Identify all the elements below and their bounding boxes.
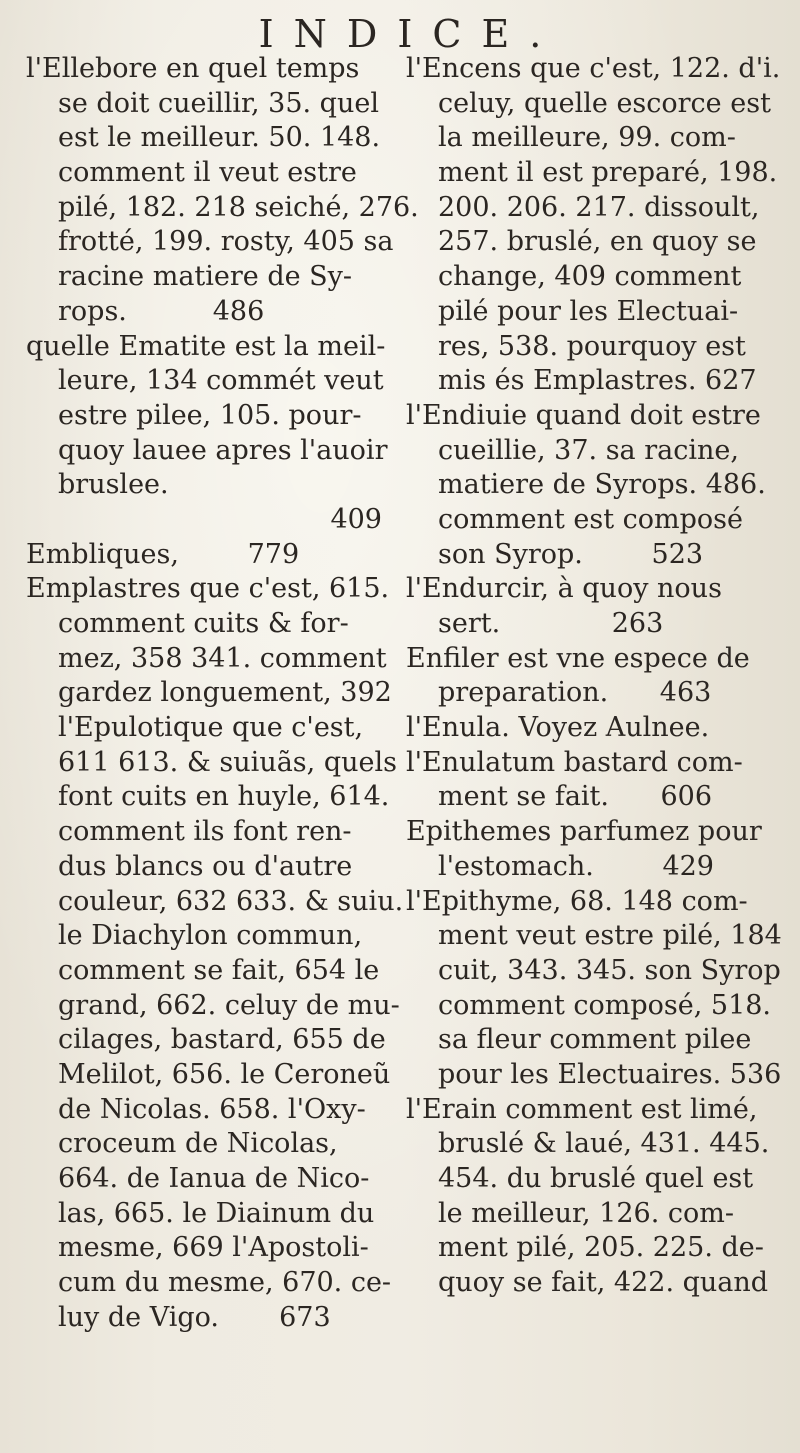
- index-line: luy de Vigo. 673: [58, 1301, 331, 1333]
- index-line: de Nicolas. 658. l'Oxy-: [58, 1093, 366, 1125]
- index-line: 200. 206. 217. dissoult,: [438, 191, 760, 223]
- index-line: las, 665. le Diainum du: [58, 1197, 375, 1229]
- index-line: mis és Emplastres. 627: [438, 365, 757, 397]
- index-line: sert. 263: [438, 608, 664, 639]
- index-line: se doit cueillir, 35. quel: [58, 87, 379, 119]
- index-line: l'Epithyme, 68. 148 com-: [406, 885, 748, 917]
- index-line: res, 538. pourquoy est: [438, 330, 746, 362]
- index-line: le meilleur, 126. com-: [438, 1197, 734, 1229]
- index-line: est le meilleur. 50. 148.: [58, 122, 381, 154]
- index-line: cuit, 343. 345. son Syrop: [438, 954, 781, 986]
- index-line: bruslee.: [58, 469, 169, 501]
- index-line: 257. bruslé, en quoy se: [438, 226, 757, 258]
- index-line: Emplastres que c'est, 615.: [26, 573, 390, 605]
- index-line: matiere de Syrops. 486.: [438, 469, 766, 501]
- index-line: ment se fait. 606: [438, 781, 713, 813]
- index-line: ment pilé, 205. 225. de-: [438, 1232, 764, 1264]
- index-line: ment il est preparé, 198.: [438, 157, 778, 189]
- index-line: l'Endurcir, à quoy nous: [406, 573, 722, 605]
- index-line: son Syrop. 523: [438, 538, 704, 570]
- index-line: l'Encens que c'est, 122. d'i.: [406, 53, 781, 84]
- index-line: preparation. 463: [438, 677, 712, 709]
- index-line: comment cuits & for-: [58, 608, 349, 639]
- index-line: l'Enulatum bastard com-: [406, 746, 743, 778]
- index-line: mez, 358 341. comment: [58, 642, 387, 674]
- index-line: bruslé & laué, 431. 445.: [438, 1128, 770, 1160]
- index-line: cum du mesme, 670. ce-: [58, 1267, 392, 1299]
- index-line: quoy lauee apres l'auoir: [58, 434, 388, 466]
- index-line: sa fleur comment pilee: [438, 1024, 752, 1056]
- index-line: la meilleure, 99. com-: [438, 122, 736, 154]
- index-line: mesme, 669 l'Apostoli-: [58, 1232, 369, 1264]
- index-line: cueillie, 37. sa racine,: [438, 434, 739, 466]
- index-line: pour les Electuaires. 536: [438, 1058, 782, 1090]
- index-line: frotté, 199. rosty, 405 sa: [58, 226, 394, 258]
- index-line: 409: [330, 503, 382, 535]
- index-line: cilages, bastard, 655 de: [58, 1024, 386, 1056]
- index-column-left: [26, 52, 419, 1335]
- index-line: l'estomach. 429: [438, 850, 714, 882]
- index-line: comment ils font ren-: [58, 816, 352, 848]
- index-line: font cuits en huyle, 614.: [58, 781, 390, 813]
- index-line: change, 409 comment: [438, 261, 742, 293]
- index-line: Epithemes parfumez pour: [406, 816, 762, 848]
- index-line: 611 613. & suiuãs, quels: [58, 746, 397, 778]
- index-line: quelle Ematite est la meil-: [26, 330, 386, 362]
- index-line: l'Enula. Voyez Aulnee.: [406, 712, 710, 744]
- index-line: Melilot, 656. le Ceroneũ: [58, 1058, 391, 1090]
- index-line: ment veut estre pilé, 184: [438, 920, 782, 952]
- index-line: grand, 662. celuy de mu-: [58, 989, 400, 1021]
- index-line: 664. de Ianua de Nico-: [58, 1163, 370, 1194]
- index-line: comment il veut estre: [58, 157, 357, 189]
- index-line: racine matiere de Sy-: [58, 261, 353, 293]
- index-line: dus blancs ou d'autre: [58, 850, 353, 882]
- index-line: l'Epulotique que c'est,: [58, 712, 364, 744]
- index-line: pilé pour les Electuai-: [438, 295, 739, 327]
- index-line: quoy se fait, 422. quand: [438, 1267, 769, 1299]
- index-line: l'Endiuie quand doit estre: [406, 399, 761, 431]
- index-line: Embliques, 779: [26, 538, 300, 570]
- index-line: comment se fait, 654 le: [58, 954, 380, 986]
- index-line: 454. du bruslé quel est: [438, 1163, 754, 1194]
- index-line: pilé, 182. 218 seiché, 276.: [58, 191, 419, 223]
- index-line: estre pilee, 105. pour-: [58, 399, 362, 431]
- index-line: le Diachylon commun,: [58, 920, 363, 952]
- index-line: comment composé, 518.: [438, 989, 772, 1021]
- index-line: l'Erain comment est limé,: [406, 1093, 758, 1125]
- index-line: celuy, quelle escorce est: [438, 87, 771, 119]
- page-title: INDICE.: [258, 12, 562, 56]
- index-line: comment est composé: [438, 503, 744, 535]
- index-line: croceum de Nicolas,: [58, 1128, 338, 1160]
- index-line: Enfiler est vne espece de: [406, 642, 750, 674]
- index-line: couleur, 632 633. & suiu.: [58, 885, 404, 917]
- index-line: l'Ellebore en quel temps: [26, 53, 360, 84]
- index-column-right: [406, 52, 782, 1301]
- index-line: gardez longuement, 392: [58, 677, 392, 709]
- index-line: rops. 486: [58, 295, 265, 327]
- index-line: leure, 134 commét veut: [58, 365, 384, 397]
